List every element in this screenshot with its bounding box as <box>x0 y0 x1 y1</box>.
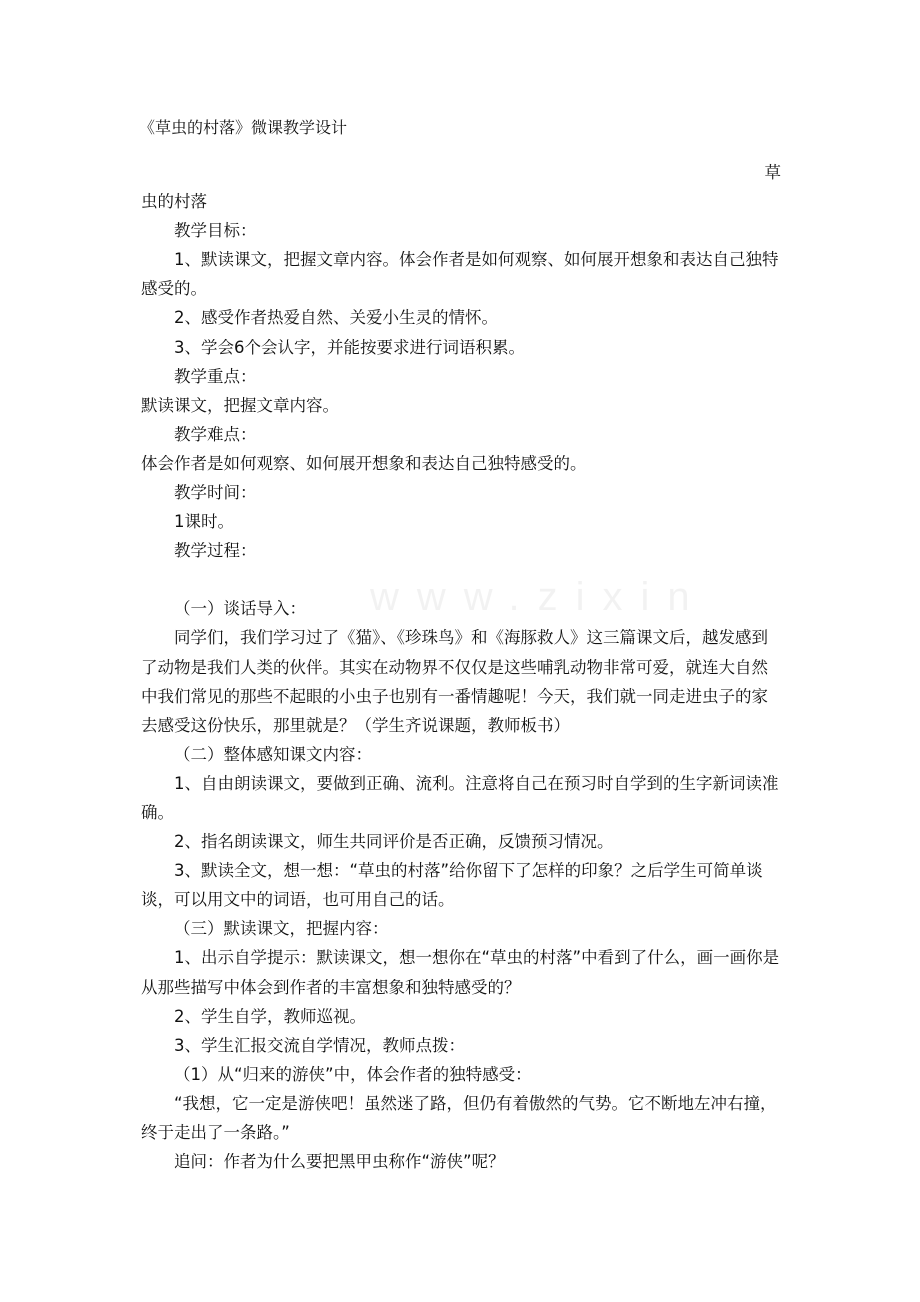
key-point-text: 默读课文，把握文章内容。 <box>141 395 339 415</box>
follow-up-question: 追问：作者为什么要把黑甲虫称作“游侠”呢？ <box>174 1152 505 1172</box>
goals-label: 教学目标： <box>174 221 257 241</box>
section-3-sub-1: （1）从“归来的游侠”中，体会作者的独特感受： <box>174 1064 532 1084</box>
watermark: www.zixin <box>370 575 708 619</box>
goal-item-3: 3、学会6个会认字，并能按要求进行词语积累。 <box>174 337 525 357</box>
goal-item-1: 1、默读课文，把握文章内容。体会作者是如何观察、如何展开想象和表达自己独特感受的。 <box>141 250 779 299</box>
key-point-label: 教学重点： <box>174 366 257 386</box>
section-3-item-2: 2、学生自学，教师巡视。 <box>174 1006 366 1026</box>
section-2-item-2: 2、指名朗读课文，师生共同评价是否正确，反馈预习情况。 <box>174 832 614 852</box>
difficulty-label: 教学难点： <box>174 424 257 444</box>
process-label: 教学过程： <box>174 541 257 561</box>
section-3-item-1: 1、出示自学提示：默读课文，想一想你在“草虫的村落”中看到了什么，画一画你是从那些描写中体会到作者的丰富想象和独特感受的？ <box>141 948 780 997</box>
heading-continuation: 虫的村落 <box>141 192 207 212</box>
heading-right-char: 草 <box>764 163 781 182</box>
section-3-label: （三）默读课文，把握内容： <box>174 919 389 939</box>
section-2-item-1: 1、自由朗读课文，要做到正确、流利。注意将自己在预习时自学到的生字新词读准确。 <box>141 773 779 822</box>
section-1-text: 同学们，我们学习过了《猫》、《珍珠鸟》和《海豚救人》这三篇课文后，越发感到了动物是我们人类的伙伴。其实在动物界不仅仅是这些哺乳动物非常可爱，就连大自然中我们常见的那些不起眼的小虫子也别有一番情趣呢！今天，我们就一同走进虫子的家去感受这份快乐，那里就是？（学生齐说课题，教师板书） <box>141 628 768 735</box>
document-title: 《草虫的村落》微课教学设计 <box>139 118 348 137</box>
blank-line <box>141 565 781 594</box>
time-text: 1课时。 <box>174 512 234 532</box>
section-3-item-3: 3、学生汇报交流自学情况，教师点拨： <box>174 1035 465 1055</box>
time-label: 教学时间： <box>174 483 257 503</box>
difficulty-text: 体会作者是如何观察、如何展开想象和表达自己独特感受的。 <box>141 453 587 473</box>
goal-item-2: 2、感受作者热爱自然、关爱小生灵的情怀。 <box>174 308 498 328</box>
quote-text: “我想，它一定是游侠吧！虽然迷了路，但仍有着傲然的气势。它不断地左冲右撞，终于走出了一条路。” <box>141 1093 777 1142</box>
section-1-label: （一）谈话导入： <box>174 599 306 619</box>
section-2-label: （二）整体感知课文内容： <box>174 744 372 764</box>
document-body <box>141 158 781 1176</box>
section-2-item-3: 3、默读全文，想一想：“草虫的村落”给你留下了怎样的印象？之后学生可简单谈谈，可以用文中的词语，也可用自己的话。 <box>141 861 763 910</box>
